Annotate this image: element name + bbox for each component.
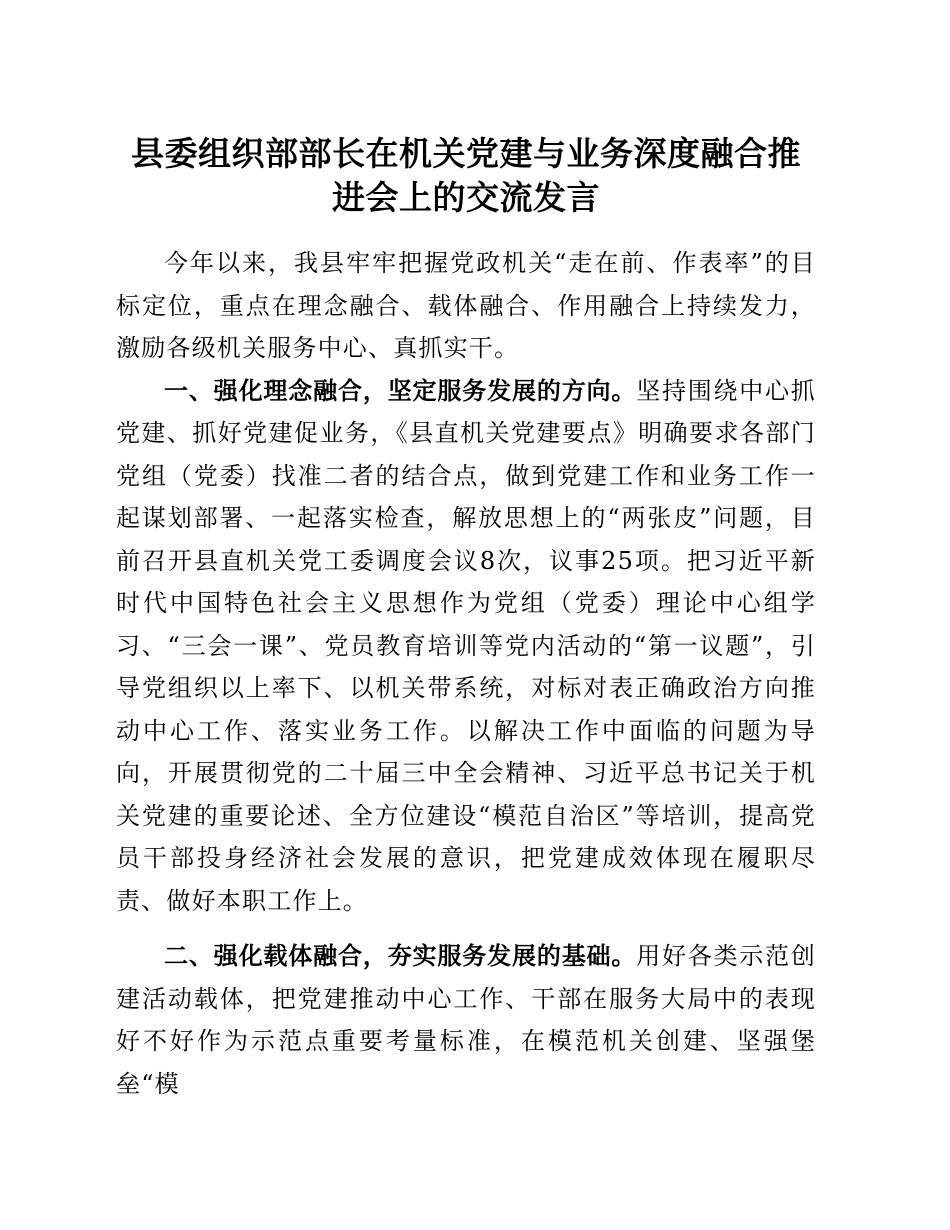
document-page [116, 132, 816, 1105]
section-1-paragraph [116, 370, 816, 923]
document-title [116, 132, 816, 220]
section-1-body: 坚持围绕中心抓党建、抓好党建促业务，《县直机关党建要点》明确要求各部门党组（党委）找准二者的结合点，做到党建工作和业务工作一起谋划部署、一起落实检查，解放思想上的“两张皮”问题，目前召开县直机关党工委调度会议8次，议事25项。把习近平新时代中国特色社会主义思想作为党组（党委）理论中心组学习、“三会一课”、党员教育培训等党内活动的“第一议题”，引导党组织以上率下、以机关带系统，对标对表正确政治方向推动中心工作、落实业务工作。以解决工作中面临的问题为导向，开展贯彻党的二十届三中全会精神、习近平总书记关于机关党建的重要论述、全方位建设“模范自治区”等培训，提高党员干部投身经济社会发展的意识，把党建成效体现在履职尽责、做好本职工作上。 [116, 376, 816, 915]
section-2-heading: 二、强化载体融合，夯实服务发展的基础。 [164, 942, 637, 970]
section-2-paragraph [116, 935, 816, 1105]
section-2-body: 用好各类示范创建活动载体，把党建推动中心工作、干部在服务大局中的表现好不好作为示范点重要考量标准，在模范机关创建、坚强堡垒“模 [116, 942, 816, 1098]
title-line-1: 县委组织部部长在机关党建与业务深度融合推 [131, 134, 801, 173]
section-1-heading: 一、强化理念融合，坚定服务发展的方向。 [164, 376, 637, 405]
title-line-2: 进会上的交流发言 [332, 178, 600, 217]
intro-paragraph: 今年以来，我县牢牢把握党政机关“走在前、作表率”的目标定位，重点在理念融合、载体融合、作用融合上持续发力，激励各级机关服务中心、真抓实干。 [116, 249, 816, 362]
